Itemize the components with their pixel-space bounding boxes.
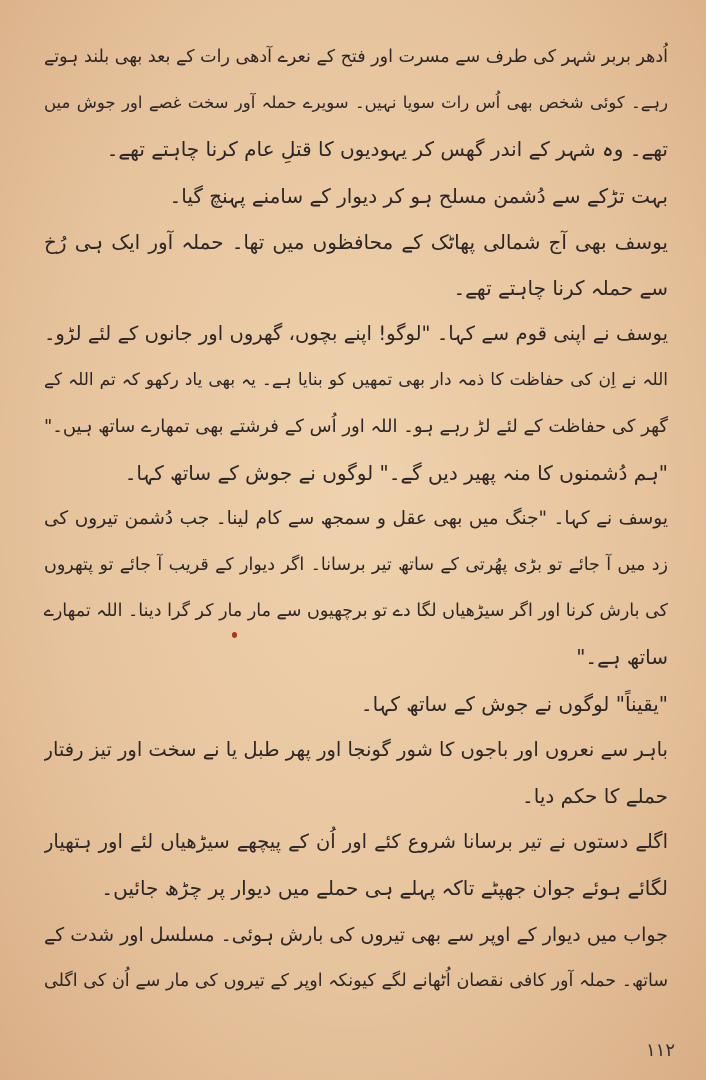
text-line: اللہ نے اِن کی حفاظت کا ذمہ دار بھی تمھیں کو بنایا ہے۔ یہ بھی یاد رکھو کہ تم اللہ کے (44, 370, 668, 391)
text-line: بہت تڑکے سے دُشمن مسلح ہو کر دیوار کے سامنے پہنچ گیا۔ (169, 183, 668, 208)
ink-stain (232, 632, 237, 638)
text-line: حملے کا حکم دیا۔ (522, 784, 668, 808)
text-line: یوسف بھی آج شمالی پھاٹک کے محافظوں میں تھا۔ حملہ آور ایک ہی رُخ (44, 229, 668, 254)
text-line: ساتھ۔ حملہ آور کافی نقصان اُٹھانے لگے کیونکہ اوپر کے تیروں کی مار سے اُن کی اگلی (44, 970, 668, 991)
text-line: یوسف نے کہا۔ "جنگ میں بھی عقل و سمجھ سے کام لینا۔ جب دُشمن تیروں کی (44, 507, 668, 529)
text-line: جواب میں دیوار کے اوپر سے بھی تیروں کی بارش ہوئی۔ مسلسل اور شدت کے (44, 923, 668, 946)
text-line: تھے۔ وہ شہر کے اندر گھس کر یہودیوں کا قتلِ عام کرنا چاہتے تھے۔ (106, 137, 668, 162)
text-line: سے حملہ کرنا چاہتے تھے۔ (453, 275, 668, 300)
text-line: "ہم دُشمنوں کا منہ پھیر دیں گے۔" لوگوں نے جوش کے ساتھ کہا۔ (124, 460, 668, 485)
text-line: کی بارش کرنا اور اگر سیڑھیاں لگا دے تو برچھیوں سے مار مار کر گرا دینا۔ اللہ تمھارے (44, 601, 668, 622)
page-number: ۱۱۲ (646, 1040, 676, 1061)
text-line: لگائے ہوئے جوان جھپٹے تاکہ پہلے ہی حملے میں دیوار پر چڑھ جائیں۔ (101, 876, 668, 901)
text-line: اُدھر بربر شہر کی طرف سے مسرت اور فتح کے نعرے آدھی رات کے بعد بھی بلند ہوتے (44, 47, 668, 67)
text-line: زد میں آ جائے تو بڑی پھُرتی کے ساتھ تیر برسانا۔ اگر دیوار کے قریب آ جائے تو پتھروں (44, 555, 668, 576)
text-line: رہے۔ کوئی شخص بھی اُس رات سویا نہیں۔ سویرے حملہ آور سخت غصے اور جوش میں (44, 93, 668, 113)
text-line: گھر کی حفاظت کے لئے لڑ رہے ہو۔ اللہ اور اُس کے فرشتے بھی تمھارے ساتھ ہیں۔" (44, 415, 668, 437)
text-line: باہر سے نعروں اور باجوں کا شور گونجا اور پھر طبل یا نے سخت اور تیز رفتار (44, 737, 668, 761)
text-line: "یقیناً" لوگوں نے جوش کے ساتھ کہا۔ (360, 691, 668, 716)
text-line: ساتھ ہے۔" (576, 645, 668, 670)
page-text (44, 34, 668, 1004)
text-line: یوسف نے اپنی قوم سے کہا۔ "لوگو! اپنے بچوں، گھروں اور جانوں کے لئے لڑو۔ (44, 322, 668, 346)
text-line: اگلے دستوں نے تیر برسانا شروع کئے اور اُن کے پیچھے سیڑھیاں لئے اور ہتھیار (44, 830, 668, 854)
